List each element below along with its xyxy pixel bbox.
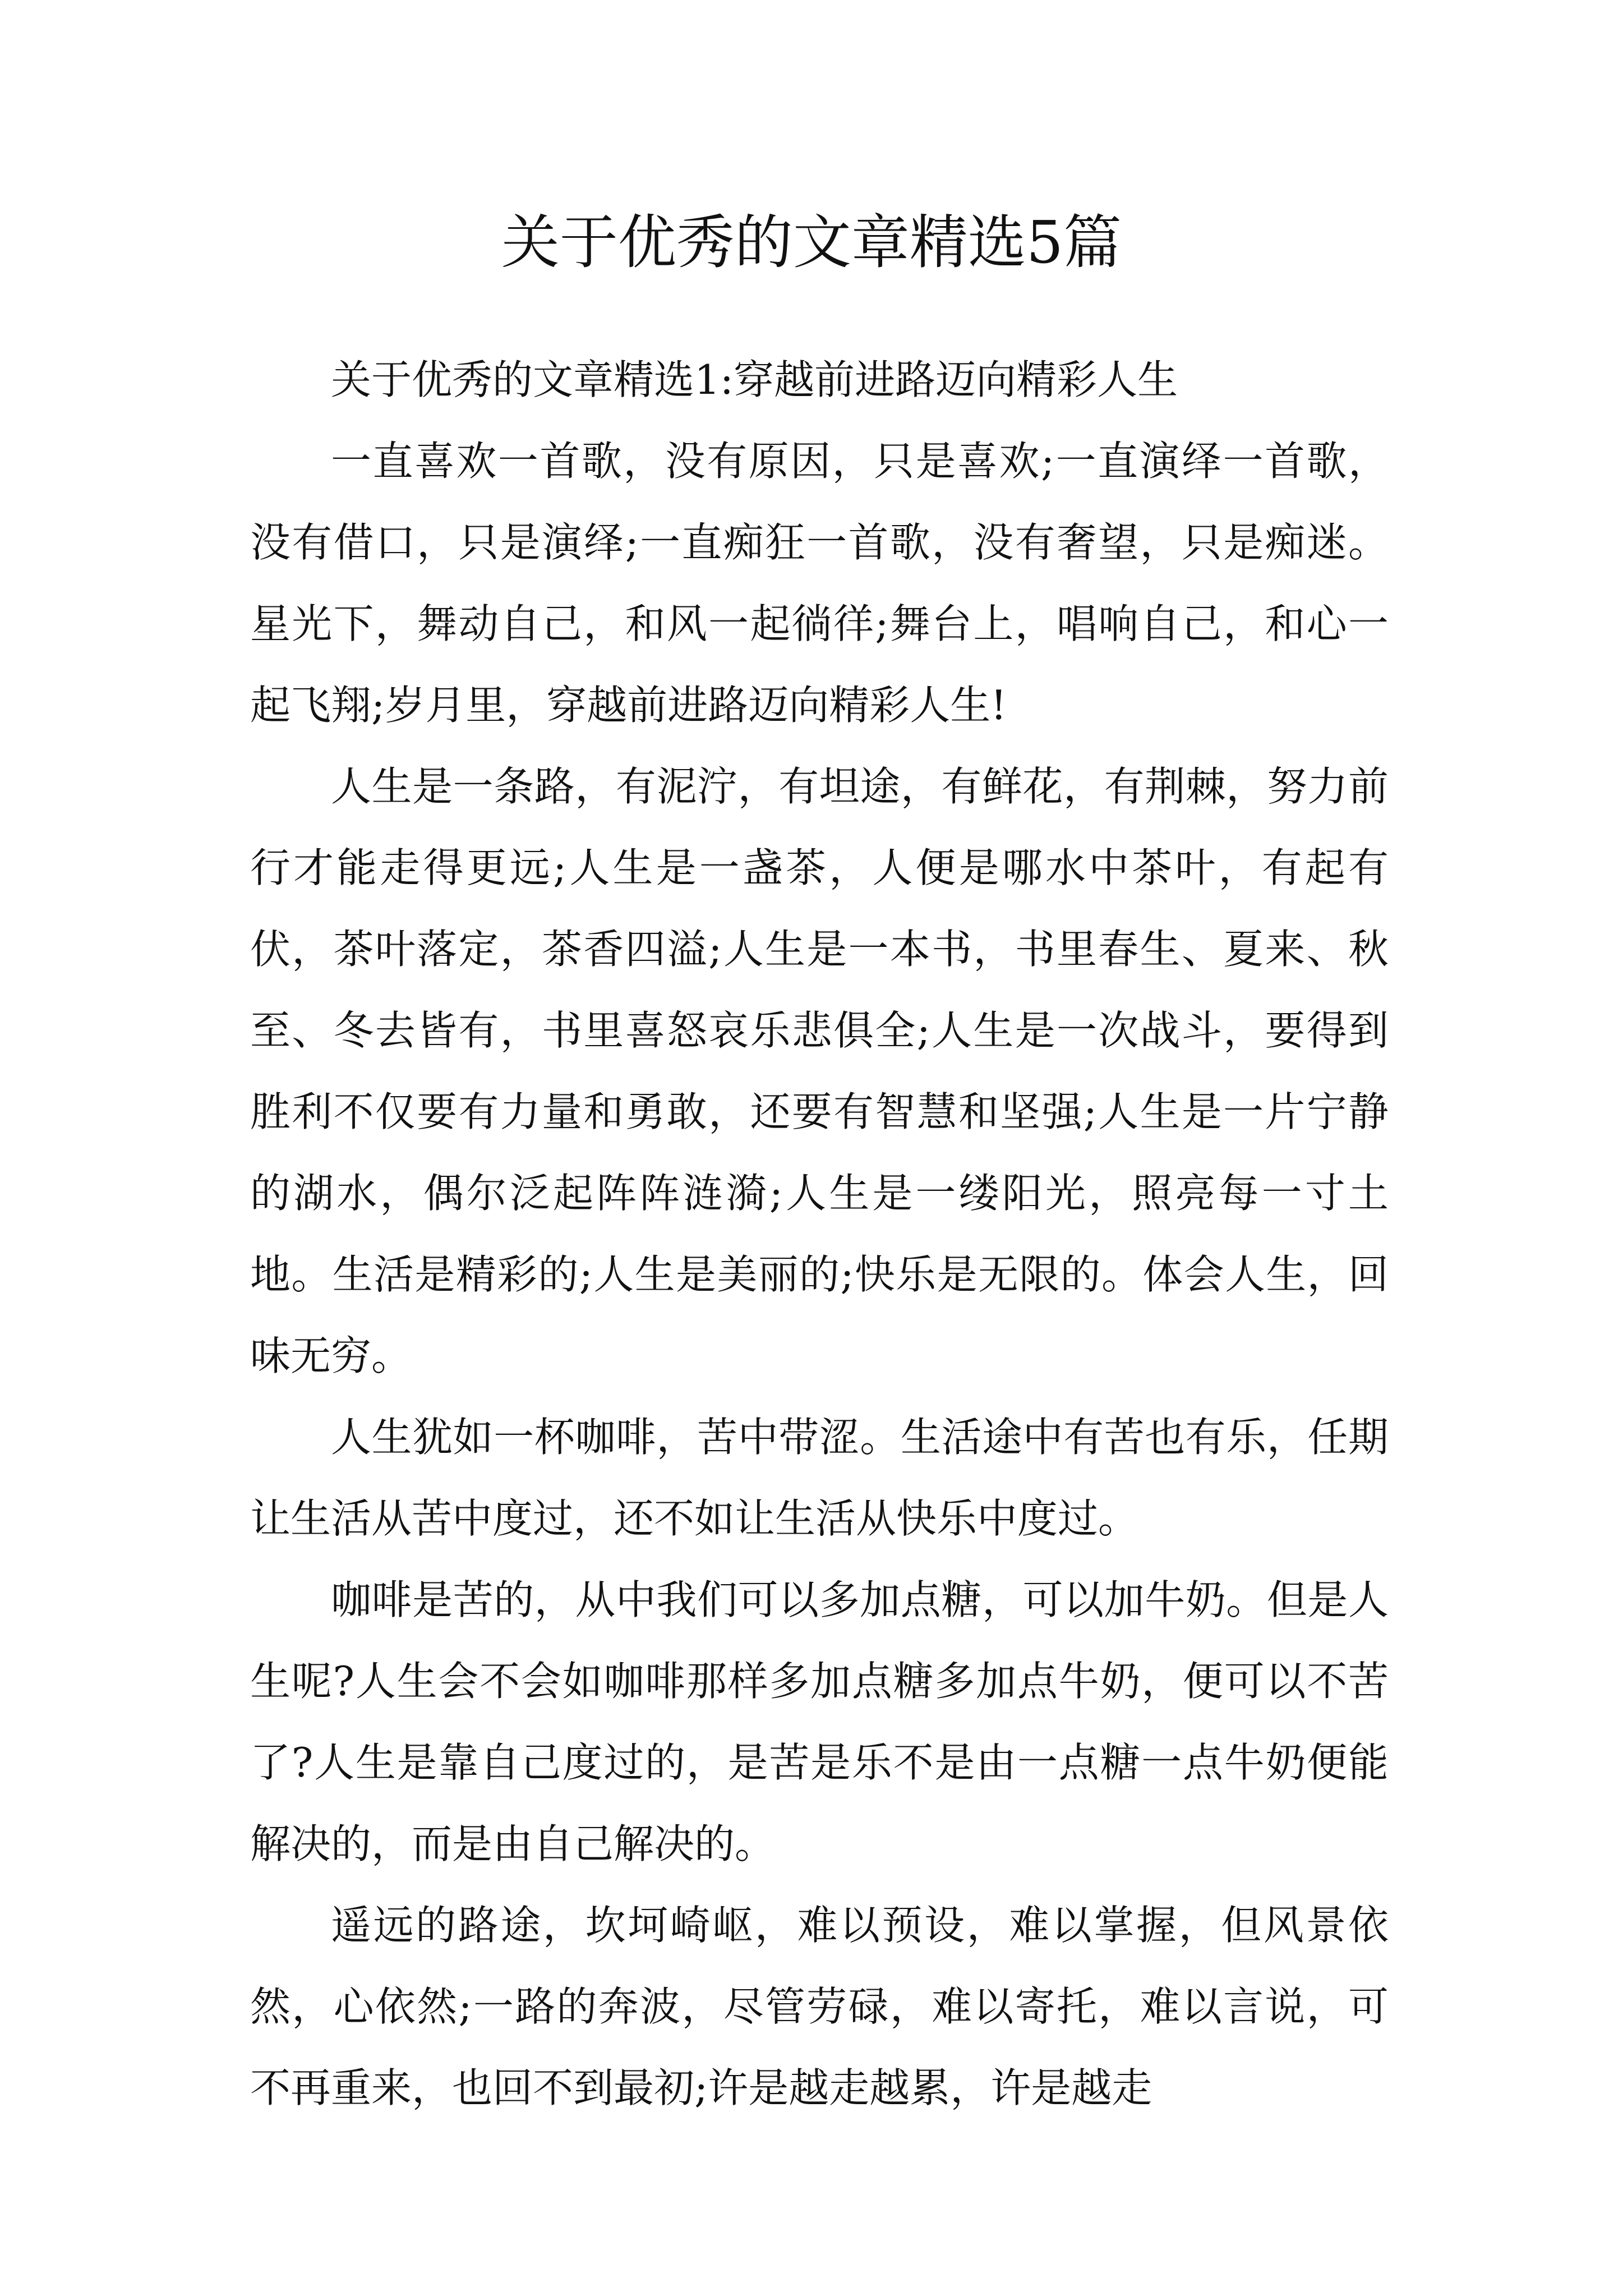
- paragraph: 人生是一条路，有泥泞，有坦途，有鲜花，有荆棘，努力前行才能走得更远;人生是一盏茶，人便是哪水中茶叶，有起有伏，茶叶落定，茶香四溢;人生是一本书，书里春生、夏来、秋至、冬去皆有，书里喜怒哀乐悲俱全;人生是一次战斗，要得到胜利不仅要有力量和勇敢，还要有智慧和坚强;人生是一片宁静的湖水，偶尔泛起阵阵涟漪;人生是一缕阳光，照亮每一寸土地。生活是精彩的;人生是美丽的;快乐是无限的。体会人生，回味无穷。: [250, 763, 1389, 1379]
- section-heading: 关于优秀的文章精选1:穿越前进路迈向精彩人生: [331, 356, 1178, 403]
- document-body: [250, 339, 1389, 2129]
- paragraph: 一直喜欢一首歌，没有原因，只是喜欢;一直演绎一首歌，没有借口，只是演绎;一直痴狂一首歌，没有奢望，只是痴迷。星光下，舞动自己，和风一起徜徉;舞台上，唱响自己，和心一起飞翔;岁月里，穿越前进路迈向精彩人生!: [250, 438, 1389, 729]
- document-title: 关于优秀的文章精选5篇: [501, 208, 1122, 277]
- paragraph: 咖啡是苦的，从中我们可以多加点糖，可以加牛奶。但是人生呢?人生会不会如咖啡那样多加点糖多加点牛奶，便可以不苦了?人生是靠自己度过的，是苦是乐不是由一点糖一点牛奶便能解决的，而是由自己解决的。: [250, 1576, 1389, 1867]
- paragraph: 遥远的路途，坎坷崎岖，难以预设，难以掌握，但风景依然，心依然;一路的奔波，尽管劳碌，难以寄托，难以言说，可不再重来，也回不到最初;许是越走越累，许是越走: [250, 1902, 1389, 2111]
- paragraph: 人生犹如一杯咖啡，苦中带涩。生活途中有苦也有乐，任期让生活从苦中度过，还不如让生活从快乐中度过。: [250, 1414, 1389, 1542]
